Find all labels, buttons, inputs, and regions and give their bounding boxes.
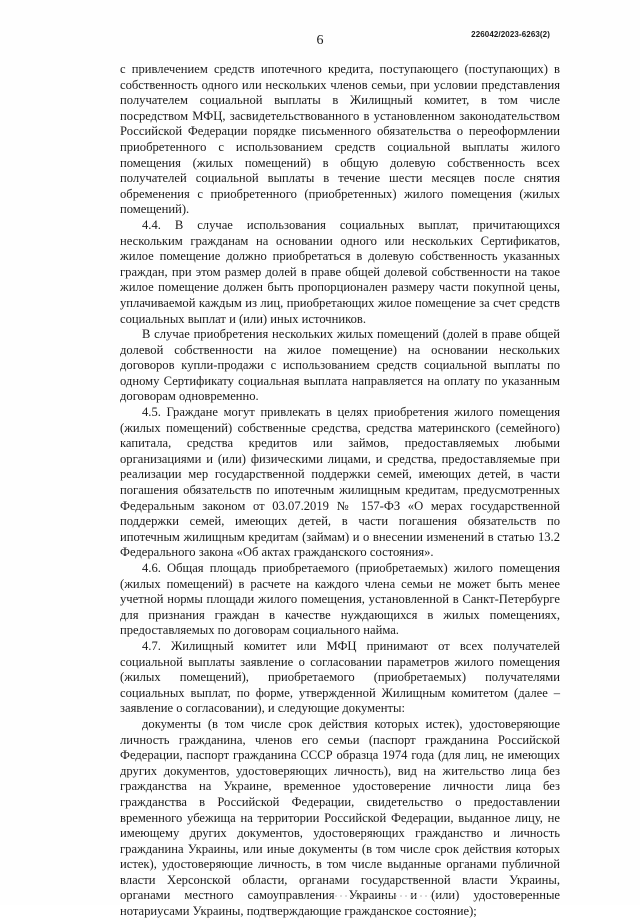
paragraph-4-6: 4.6. Общая площадь приобретаемого (приобретаемых) жилого помещения (жилых помещений) в расчете на каждого члена семьи не может быть менее учетной нормы площади жилого помещения, установленной в Санкт-Петербурге для признания граждан в качестве нуждающихся в жилых помещениях, предоставляемых по договорам социального найма. — [120, 561, 560, 638]
paragraph-4-7: 4.7. Жилищный комитет или МФЦ принимают от всех получателей социальной выплаты заявление о согласовании параметров жилого помещения (жилых помещений), приобретаемого (приобретаемых) получателями социальных выплат, по форме, утвержденной Жилищным комитетом (далее – заявление о согласовании), и следующие документы: — [120, 638, 560, 716]
document-id: 226042/2023-6263(2) — [471, 30, 550, 39]
document-body — [120, 62, 560, 920]
paragraph-4-7-documents: документы (в том числе срок действия которых истек), удостоверяющие личность гражданина, членов его семьи (паспорт гражданина Российской Федерации, паспорт гражданина СССР образца 1974 года (для лиц, не имеющих других документов, удостоверяющих личность), вид на жительство лица без гражданства на Украине, временное удостоверение личности лица без гражданства в Российской Федерации, свидетельство о предоставлении временного убежища на территории Российской Федерации, выданное лицу, не имеющему других документов, удостоверяющих гражданство и личность гражданина Украины, или иные документы (в том числе срок действия которых истек), удостоверяющие личность, в том числе выданные органами публичной власти Херсонской области, органами государственной власти Украины, органами местного самоуправления Украины и (или) удостоверенные нотариусами Украины, подтверждающие гражданское состояние); — [120, 716, 560, 919]
paragraph-4-4-multiple-premises: В случае приобретения нескольких жилых помещений (долей в праве общей долевой собственности на жилое помещение) на основании нескольких договоров купли-продажи с использованием средств социальной выплаты по одному Сертификату социальная выплата направляется на оплату по указанным договорам одновременно. — [120, 327, 560, 404]
paragraph-continuation: с привлечением средств ипотечного кредита, поступающего (поступающих) в собственность одного или нескольких членов семьи, при условии представления получателем социальной выплаты в Жилищный комитет, в том числе посредством МФЦ, засвидетельствованного в установленном законодательством Российской Федерации порядке письменного обязательства о переоформлении приобретенного с использованием средств социальной выплаты жилого помещения (жилых помещений) в общую долевую собственность всех получателей социальной выплаты в течение шести месяцев после снятия обременения с приобретенного (приобретенных) жилого помещения (жилых помещений). — [120, 62, 560, 217]
paragraph-4-4: 4.4. В случае использования социальных выплат, причитающихся нескольким гражданам на основании одного или нескольких Сертификатов, жилое помещение должно приобретаться в долевую собственность указанных граждан, при этом размер долей в праве общей долевой собственности на такое жилое помещение должен быть пропорционален размеру части покупной цены, уплачиваемой каждым из лиц, приобретающих жилое помещение за счет средств социальных выплат и (или) иных источников. — [120, 217, 560, 326]
scan-artifact-mark — [335, 891, 455, 899]
paragraph-4-5: 4.5. Граждане могут привлекать в целях приобретения жилого помещения (жилых помещений) собственные средства, средства материнского (семейного) капитала, средства кредитов или займов, предоставляемых любыми организациями и (или) физическими лицами, и средства, предоставляемые при реализации мер государственной поддержки семей, имеющих детей, в части погашения обязательств по ипотечным жилищным кредитам, предусмотренных Федеральным законом от 03.07.2019 № 157-ФЗ «О мерах государственной поддержки семей, имеющих детей, в части погашения обязательств по ипотечным жилищным кредитам (займам) и о внесении изменений в статью 13.2 Федерального закона «Об актах гражданского состояния». — [120, 405, 560, 560]
page-number: 6 — [316, 33, 324, 48]
